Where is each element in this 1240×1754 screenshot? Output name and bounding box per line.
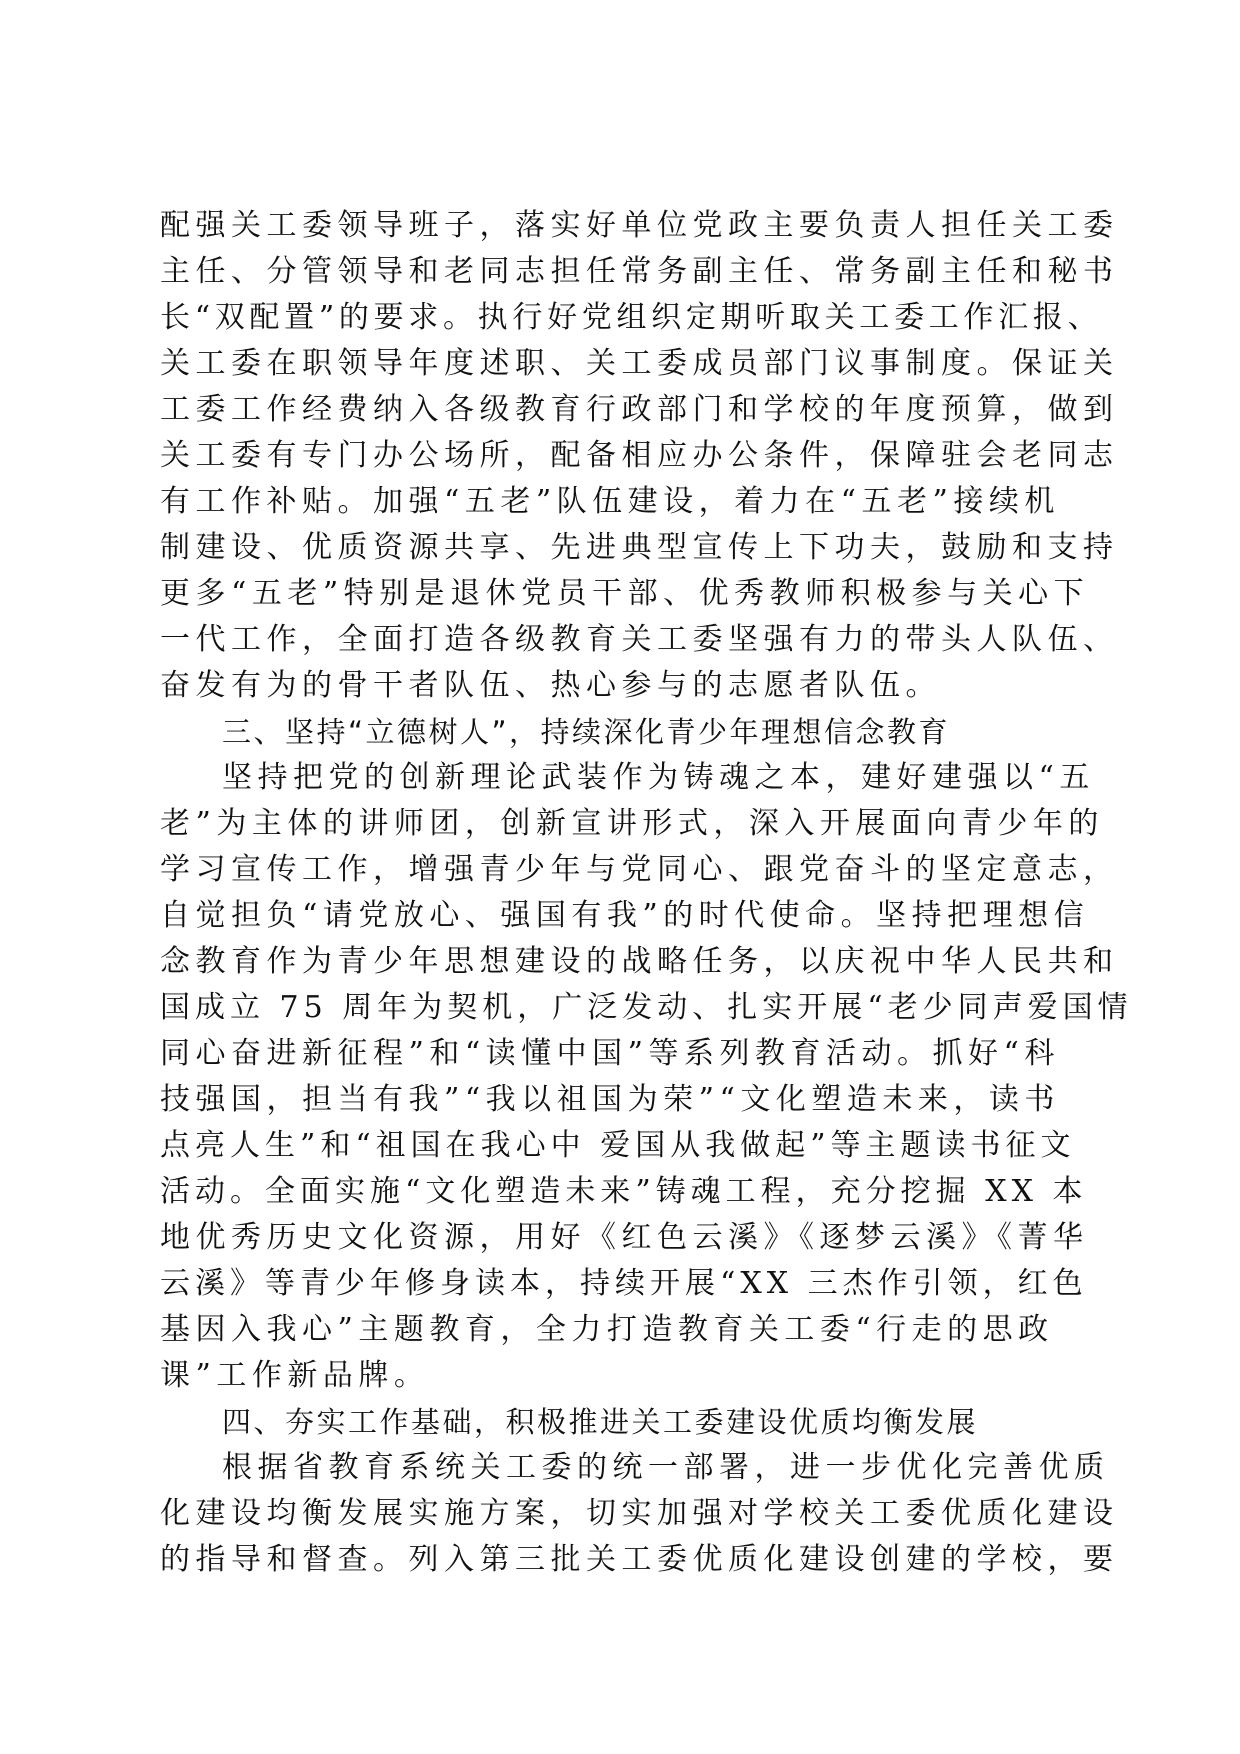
text-line: 坚持把党的创新理论武装作为铸魂之本，建好建强以“五 [222,760,1095,795]
text-line: 长“双配置”的要求。执行好党组织定期听取关工委工作汇报、 [160,300,1103,335]
text-line: 地优秀历史文化资源，用好《红色云溪》《逐梦云溪》《菁华 [160,1220,1089,1255]
text-line: 化建设均衡发展实施方案，切实加强对学校关工委优质化建设 [160,1496,1119,1531]
text-line: 云溪》等青少年修身读本，持续开展“XX 三杰作引领，红色 [160,1266,1088,1301]
document-page [160,203,1133,1583]
text-line: 关工委在职领导年度述职、关工委成员部门议事制度。保证关 [160,346,1119,381]
paragraph-work-foundation [160,1445,1119,1583]
text-line: 课”工作新品牌。 [160,1358,430,1393]
paragraph-ideals-education [160,755,1133,1399]
text-line: 同心奋进新征程”和“读懂中国”等系列教育活动。抓好“科 [160,1036,1060,1071]
text-line: 主任、分管领导和老同志担任常务副主任、常务副主任和秘书 [160,254,1119,289]
text-line: 学习宣传工作，增强青少年与党同心、跟党奋斗的坚定意志， [160,852,1119,887]
text-line: 一代工作，全面打造各级教育关工委坚强有力的带头人队伍、 [160,622,1119,657]
text-line: 国成立 75 周年为契机，广泛发动、扎实开展“老少同声爱国情 [160,990,1133,1025]
text-line: 制建设、优质资源共享、先进典型宣传上下功夫，鼓励和支持 [160,530,1119,565]
text-line: 关工委有专门办公场所，配备相应办公条件，保障驻会老同志 [160,438,1119,473]
text-line: 的指导和督查。列入第三批关工委优质化建设创建的学校，要 [160,1542,1119,1577]
text-line: 配强关工委领导班子，落实好单位党政主要负责人担任关工委 [160,208,1119,243]
paragraph-leadership [160,203,1119,709]
text-line: 老”为主体的讲师团，创新宣讲形式，深入开展面向青少年的 [160,806,1104,841]
section-heading-4: 四、夯实工作基础，积极推进关工委建设优质均衡发展 [222,1405,979,1439]
text-line: 根据省教育系统关工委的统一部署，进一步优化完善优质 [222,1450,1110,1485]
text-line: 自觉担负“请党放心、强国有我”的时代使命。坚持把理想信 [160,898,1090,933]
text-line: 点亮人生”和“祖国在我心中 爱国从我做起”等主题读书征文 [160,1128,1076,1163]
text-line: 奋发有为的骨干者队伍、热心参与的志愿者队伍。 [160,668,941,703]
section-heading-3: 三、坚持“立德树人”，持续深化青少年理想信念教育 [222,715,951,749]
text-line: 基因入我心”主题教育，全力打造教育关工委“行走的思政 [160,1312,1054,1347]
text-line: 有工作补贴。加强“五老”队伍建设，着力在“五老”接续机 [160,484,1060,519]
text-line: 活动。全面实施“文化塑造未来”铸魂工程，充分挖掘 XX 本 [160,1174,1088,1209]
text-line: 更多“五老”特别是退休党员干部、优秀教师积极参与关心下 [160,576,1090,611]
text-line: 念教育作为青少年思想建设的战略任务，以庆祝中华人民共和 [160,944,1119,979]
text-line: 技强国，担当有我”“我以祖国为荣”“文化塑造未来，读书 [160,1082,1060,1117]
text-line: 工委工作经费纳入各级教育行政部门和学校的年度预算，做到 [160,392,1119,427]
